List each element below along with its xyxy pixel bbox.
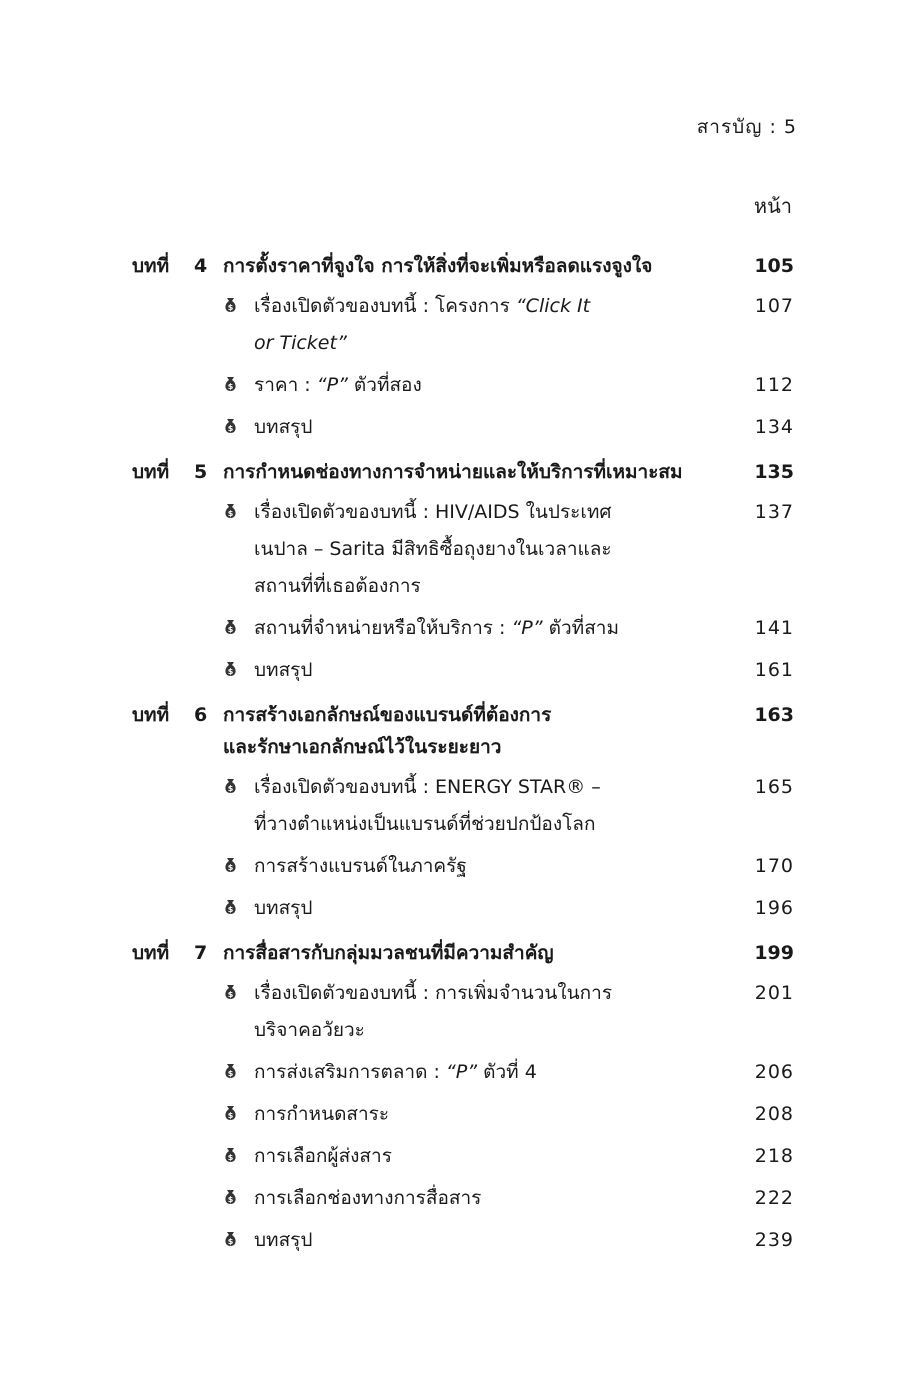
- svg-text:$: $: [227, 1153, 234, 1162]
- toc-entry-text: [254, 848, 734, 885]
- chapter-entries: [132, 769, 794, 927]
- chapter-heading-row[interactable]: [132, 699, 794, 763]
- toc-entry[interactable]: [132, 890, 794, 927]
- svg-text:$: $: [227, 863, 234, 872]
- chapter-block: [132, 699, 794, 927]
- money-bag-icon: [223, 367, 254, 404]
- toc-entry[interactable]: [132, 409, 794, 446]
- toc-entry[interactable]: [132, 769, 794, 843]
- toc-entry[interactable]: [132, 1222, 794, 1259]
- money-bag-icon: [223, 610, 254, 647]
- chapter-word: บทที่: [132, 461, 170, 483]
- svg-text:$: $: [227, 509, 234, 518]
- svg-text:$: $: [227, 424, 234, 433]
- toc-entry-line: เรื่องเปิดตัวของบทนี้ : ENERGY STAR® –: [254, 776, 601, 798]
- svg-text:$: $: [227, 1111, 234, 1120]
- toc-entry-page-number: 206: [754, 1061, 794, 1083]
- chapter-page-number: 199: [754, 942, 794, 964]
- toc-entry-page-number: 161: [754, 659, 794, 681]
- toc-entry-page-number: 141: [754, 617, 794, 639]
- toc-entry-line: การสร้างแบรนด์ในภาครัฐ: [254, 855, 467, 877]
- toc-entry-text: [254, 367, 734, 404]
- money-bag-icon: [223, 848, 254, 885]
- chapter-word: บทที่: [132, 255, 170, 277]
- table-of-contents: [132, 250, 794, 1269]
- toc-entry[interactable]: [132, 1138, 794, 1175]
- toc-entry-line: การส่งเสริมการตลาด : “P” ตัวที่ 4: [254, 1061, 537, 1083]
- toc-entry-line: เรื่องเปิดตัวของบทนี้ : HIV/AIDS ในประเทศ: [254, 501, 612, 523]
- svg-text:$: $: [227, 382, 234, 391]
- page-column-label: หน้า: [753, 194, 792, 218]
- toc-entry-text: [254, 652, 734, 689]
- chapter-title: [223, 699, 734, 763]
- chapter-block: [132, 250, 794, 446]
- svg-text:$: $: [227, 625, 234, 634]
- money-bag-icon: [223, 1222, 254, 1259]
- chapter-heading-row[interactable]: [132, 250, 794, 282]
- toc-entry[interactable]: [132, 610, 794, 647]
- toc-entry-line: การกำหนดสาระ: [254, 1103, 390, 1125]
- chapter-number: 5: [194, 461, 208, 483]
- chapter-title-line: การกำหนดช่องทางการจำหน่ายและให้บริการที่เหมาะสม: [223, 461, 683, 483]
- toc-entry[interactable]: [132, 848, 794, 885]
- svg-text:$: $: [227, 1237, 234, 1246]
- toc-entry-line: ที่วางตำแหน่งเป็นแบรนด์ที่ช่วยปกป้องโลก: [254, 813, 596, 835]
- toc-entry-line: การเลือกช่องทางการสื่อสาร: [254, 1187, 482, 1209]
- toc-entry-page-number: 112: [754, 374, 794, 396]
- toc-entry-line: เนปาล – Sarita มีสิทธิซื้อถุงยางในเวลาและ: [254, 538, 612, 560]
- toc-entry-line: ราคา : “P” ตัวที่สอง: [254, 374, 422, 396]
- toc-entry-text: [254, 494, 734, 605]
- chapter-word: บทที่: [132, 704, 170, 726]
- svg-text:$: $: [227, 784, 234, 793]
- chapter-heading-row[interactable]: [132, 456, 794, 488]
- svg-text:$: $: [227, 1069, 234, 1078]
- toc-entry-page-number: 201: [754, 982, 794, 1004]
- chapter-title-line: การสร้างเอกลักษณ์ของแบรนด์ที่ต้องการ: [223, 704, 552, 726]
- chapter-page-number: 163: [754, 704, 794, 726]
- money-bag-icon: [223, 975, 254, 1012]
- svg-text:$: $: [227, 303, 234, 312]
- toc-entry-text: [254, 1180, 734, 1217]
- chapter-entries: [132, 975, 794, 1259]
- toc-entry[interactable]: [132, 367, 794, 404]
- toc-entry-line: สถานที่จำหน่ายหรือให้บริการ : “P” ตัวที่สาม: [254, 617, 619, 639]
- toc-entry-page-number: 208: [754, 1103, 794, 1125]
- toc-entry[interactable]: [132, 652, 794, 689]
- chapter-title-line: การสื่อสารกับกลุ่มมวลชนที่มีความสำคัญ: [223, 942, 554, 964]
- chapter-number: 6: [194, 704, 208, 726]
- chapter-title: [223, 937, 734, 969]
- chapter-block: [132, 937, 794, 1259]
- toc-entry-page-number: 134: [754, 416, 794, 438]
- toc-entry-page-number: 218: [754, 1145, 794, 1167]
- toc-entry-page-number: 239: [754, 1229, 794, 1251]
- chapter-title: [223, 250, 734, 282]
- money-bag-icon: [223, 652, 254, 689]
- money-bag-icon: [223, 1180, 254, 1217]
- toc-entry[interactable]: [132, 1054, 794, 1091]
- toc-entry-line: การเลือกผู้ส่งสาร: [254, 1145, 392, 1167]
- svg-text:$: $: [227, 1195, 234, 1204]
- toc-entry[interactable]: [132, 1180, 794, 1217]
- toc-entry-page-number: 222: [754, 1187, 794, 1209]
- toc-entry-line: บริจาคอวัยวะ: [254, 1019, 365, 1041]
- toc-entry-line: บทสรุป: [254, 659, 313, 681]
- running-header: สารบัญ : 5: [696, 116, 797, 138]
- toc-entry-line: เรื่องเปิดตัวของบทนี้ : โครงการ “Click It: [254, 295, 591, 317]
- money-bag-icon: [223, 769, 254, 806]
- money-bag-icon: [223, 409, 254, 446]
- chapter-title-line: และรักษาเอกลักษณ์ไว้ในระยะยาว: [223, 736, 502, 758]
- money-bag-icon: [223, 1138, 254, 1175]
- toc-entry-line: เรื่องเปิดตัวของบทนี้ : การเพิ่มจำนวนในการ: [254, 982, 613, 1004]
- chapter-word: บทที่: [132, 942, 170, 964]
- chapter-page-number: 135: [754, 461, 794, 483]
- toc-entry-text: [254, 288, 734, 362]
- chapter-title: [223, 456, 734, 488]
- money-bag-icon: [223, 1054, 254, 1091]
- toc-entry-line: บทสรุป: [254, 1229, 313, 1251]
- toc-entry-text: [254, 1138, 734, 1175]
- toc-entry-text: [254, 1096, 734, 1133]
- money-bag-icon: [223, 494, 254, 531]
- toc-entry-text: [254, 769, 734, 843]
- toc-entry-line: บทสรุป: [254, 416, 313, 438]
- toc-entry-page-number: 137: [754, 501, 794, 523]
- toc-entry-text: [254, 890, 734, 927]
- chapter-title-line: การตั้งราคาที่จูงใจ การให้สิ่งที่จะเพิ่มหรือลดแรงจูงใจ: [223, 255, 653, 277]
- toc-entry-text: [254, 975, 734, 1049]
- svg-text:$: $: [227, 667, 234, 676]
- toc-entry-line: บทสรุป: [254, 897, 313, 919]
- toc-entry-page-number: 170: [754, 855, 794, 877]
- chapter-block: [132, 456, 794, 689]
- toc-entry-text: [254, 610, 734, 647]
- toc-entry-text: [254, 1222, 734, 1259]
- chapter-number: 4: [194, 255, 208, 277]
- toc-entry-line: สถานที่ที่เธอต้องการ: [254, 575, 421, 597]
- chapter-entries: [132, 494, 794, 689]
- toc-entry-text: [254, 409, 734, 446]
- toc-entry-line: or Ticket”: [254, 332, 347, 354]
- toc-entry[interactable]: [132, 1096, 794, 1133]
- toc-entry-page-number: 196: [754, 897, 794, 919]
- chapter-heading-row[interactable]: [132, 937, 794, 969]
- toc-entry-page-number: 107: [754, 295, 794, 317]
- chapter-number: 7: [194, 942, 208, 964]
- toc-entry-page-number: 165: [754, 776, 794, 798]
- svg-text:$: $: [227, 905, 234, 914]
- toc-entry[interactable]: [132, 975, 794, 1049]
- chapter-page-number: 105: [754, 255, 794, 277]
- svg-text:$: $: [227, 990, 234, 999]
- money-bag-icon: [223, 288, 254, 325]
- toc-entry[interactable]: [132, 494, 794, 605]
- chapter-entries: [132, 288, 794, 446]
- money-bag-icon: [223, 1096, 254, 1133]
- toc-entry[interactable]: [132, 288, 794, 362]
- money-bag-icon: [223, 890, 254, 927]
- toc-entry-text: [254, 1054, 734, 1091]
